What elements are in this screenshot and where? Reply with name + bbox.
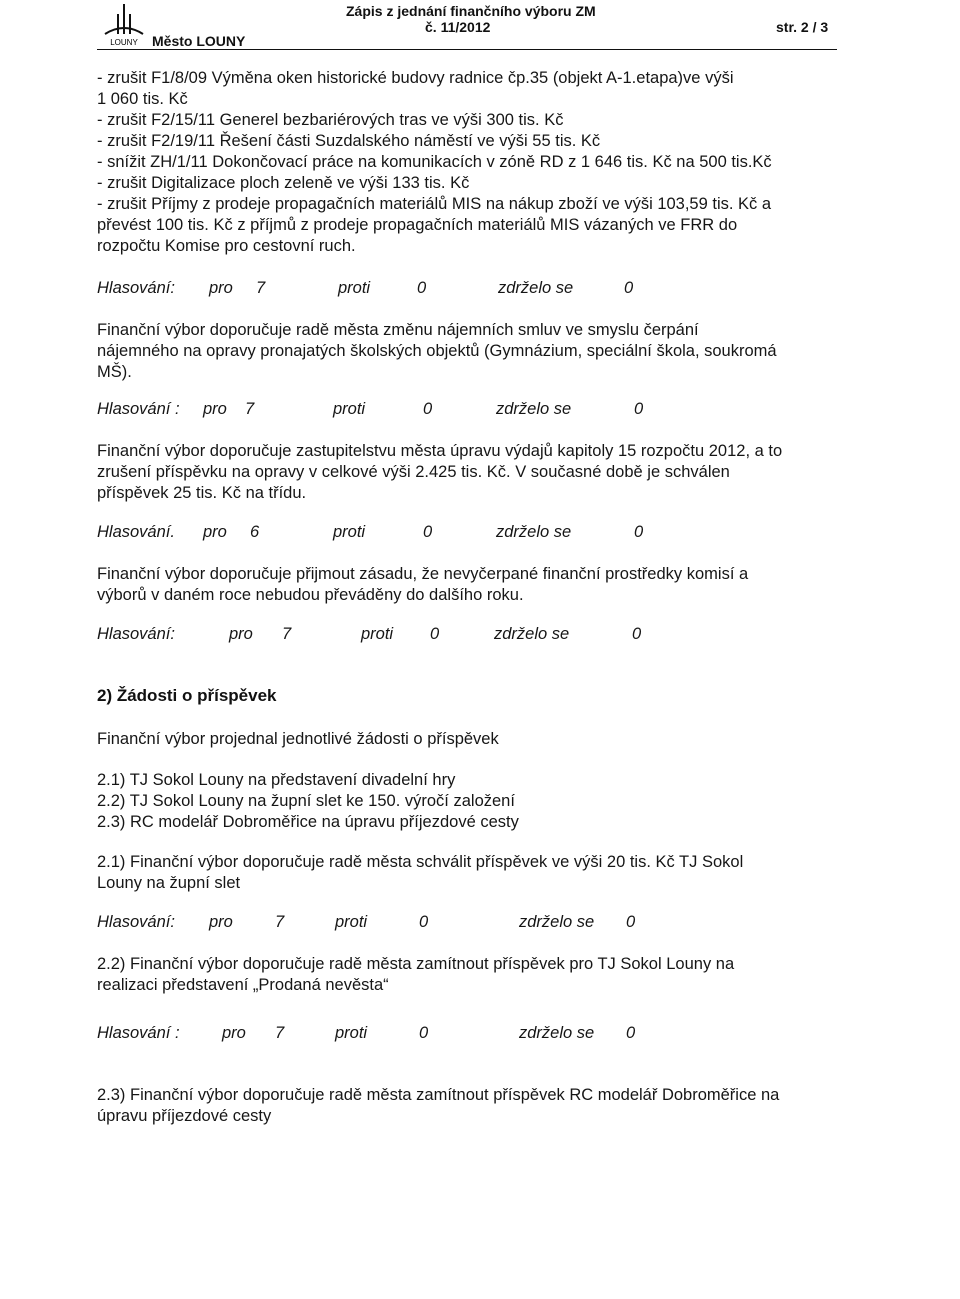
list-item: převést 100 tis. Kč z příjmů z prodeje propagačních materiálů MIS vázaných ve FRR do: [97, 216, 738, 234]
vote-label: Hlasování:: [97, 625, 175, 643]
vote-pro-label: pro: [209, 279, 233, 297]
vote-abstain-count: 0: [632, 625, 642, 643]
recommendation-2-2: [97, 954, 734, 996]
list-item: - zrušit F2/19/11 Řešení části Suzdalského náměstí ve výši 55 tis. Kč: [97, 132, 601, 150]
vote-proti-label: proti: [333, 400, 366, 418]
vote-abstain-count: 0: [634, 523, 644, 541]
vote-pro-count: 7: [282, 625, 292, 643]
vote-row: [0, 279, 960, 301]
logo-text: LOUNY: [110, 38, 138, 46]
vote-abstain-label: zdrželo se: [519, 1024, 595, 1042]
vote-pro-label: pro: [203, 523, 227, 541]
vote-pro-label: pro: [229, 625, 253, 643]
vote-proti-count: 0: [417, 279, 427, 297]
page-number: str. 2 / 3: [776, 19, 829, 35]
vote-proti-count: 0: [419, 1024, 429, 1042]
request-list: [97, 770, 519, 833]
paragraph-line: 2.2) Finanční výbor doporučuje radě města zamítnout příspěvek pro TJ Sokol Louny na: [97, 955, 735, 973]
paragraph-line: 2.3) Finanční výbor doporučuje radě města zamítnout příspěvek RC modelář Dobroměřice na: [97, 1086, 780, 1104]
vote-row: [0, 1024, 960, 1046]
vote-pro-count: 7: [275, 1024, 285, 1042]
vote-abstain-count: 0: [624, 279, 634, 297]
paragraph-line: nájemného na opravy pronajatých školských objektů (Gymnázium, speciální škola, soukromá: [97, 342, 777, 360]
vote-label: Hlasování :: [97, 400, 180, 418]
vote-label: Hlasování:: [97, 913, 175, 931]
vote-row: [0, 523, 960, 545]
vote-pro-count: 7: [245, 400, 255, 418]
list-item: - snížit ZH/1/11 Dokončovací práce na komunikacích v zóně RD z 1 646 tis. Kč na 500 tis.Kč: [97, 153, 772, 171]
vote-proti-count: 0: [423, 400, 433, 418]
paragraph-line: 2.1) Finanční výbor doporučuje radě města schválit příspěvek ve výši 20 tis. Kč TJ Sokol: [97, 853, 744, 871]
list-item: - zrušit Příjmy z prodeje propagačních materiálů MIS na nákup zboží ve výši 103,59 tis. Kč a: [97, 195, 772, 213]
vote-row: [0, 400, 960, 422]
paragraph-line: Finanční výbor doporučuje radě města změnu nájemních smluv ve smyslu čerpání: [97, 321, 699, 339]
header-divider: [97, 49, 837, 50]
budget-changes-list: [97, 68, 772, 257]
paragraph-line: zrušení příspěvku na opravy v celkové výši 2.425 tis. Kč. V současné době je schválen: [97, 463, 730, 481]
vote-label: Hlasování.: [97, 523, 175, 541]
vote-row: [0, 625, 960, 647]
list-item: 2.2) TJ Sokol Louny na župní slet ke 150. výročí založení: [97, 792, 515, 810]
vote-proti-label: proti: [335, 913, 368, 931]
vote-proti-label: proti: [338, 279, 371, 297]
paragraph-lease-contracts: [97, 320, 777, 383]
vote-pro-label: pro: [209, 913, 233, 931]
list-item: - zrušit Digitalizace ploch zeleně ve výši 133 tis. Kč: [97, 174, 470, 192]
vote-proti-count: 0: [423, 523, 433, 541]
vote-pro-count: 7: [275, 913, 285, 931]
vote-proti-label: proti: [333, 523, 366, 541]
list-item: 1 060 tis. Kč: [97, 90, 188, 108]
list-item: rozpočtu Komise pro cestovní ruch.: [97, 237, 356, 255]
vote-proti-count: 0: [430, 625, 440, 643]
vote-row: [0, 913, 960, 935]
recommendation-2-3: [97, 1085, 779, 1127]
paragraph-chapter-15: [97, 441, 782, 504]
paragraph-line: úpravu příjezdové cesty: [97, 1107, 272, 1125]
paragraph-line: MŠ).: [97, 363, 132, 381]
vote-abstain-label: zdrželo se: [494, 625, 570, 643]
paragraph-line: výborů v daném roce nebudou převáděny do dalšího roku.: [97, 586, 524, 604]
list-item: - zrušit F2/15/11 Generel bezbariérových tras ve výši 300 tis. Kč: [97, 111, 564, 129]
vote-pro-count: 6: [250, 523, 260, 541]
list-item: - zrušit F1/8/09 Výměna oken historické budovy radnice čp.35 (objekt A-1.etapa)ve výši: [97, 69, 734, 87]
list-item: 2.3) RC modelář Dobroměřice na úpravu příjezdové cesty: [97, 813, 519, 831]
vote-label: Hlasování :: [97, 1024, 180, 1042]
paragraph-line: Finanční výbor doporučuje zastupitelstvu města úpravu výdajů kapitoly 15 rozpočtu 2012, a to: [97, 442, 783, 460]
paragraph-unused-funds: [97, 564, 748, 606]
vote-abstain-count: 0: [626, 1024, 636, 1042]
vote-abstain-label: zdrželo se: [496, 523, 572, 541]
section-heading: 2) Žádosti o příspěvek: [97, 686, 277, 705]
vote-abstain-label: zdrželo se: [519, 913, 595, 931]
city-logo-icon: [101, 2, 147, 46]
vote-pro-label: pro: [222, 1024, 246, 1042]
vote-proti-label: proti: [335, 1024, 368, 1042]
paragraph-line: Louny na župní slet: [97, 874, 241, 892]
document-title: Zápis z jednání finančního výboru ZM: [346, 3, 596, 19]
vote-pro-label: pro: [203, 400, 227, 418]
vote-pro-count: 7: [256, 279, 266, 297]
vote-abstain-count: 0: [626, 913, 636, 931]
paragraph-line: realizaci představení „Prodaná nevěsta“: [97, 976, 389, 994]
recommendation-2-1: [97, 852, 743, 894]
vote-abstain-label: zdrželo se: [498, 279, 574, 297]
list-item: 2.1) TJ Sokol Louny na představení divadelní hry: [97, 771, 456, 789]
section-intro: Finanční výbor projednal jednotlivé žádosti o příspěvek: [97, 730, 499, 748]
paragraph-line: Finanční výbor doporučuje přijmout zásadu, že nevyčerpané finanční prostředky komisí a: [97, 565, 749, 583]
vote-proti-count: 0: [419, 913, 429, 931]
document-number: č. 11/2012: [425, 19, 491, 35]
paragraph-line: příspěvek 25 tis. Kč na třídu.: [97, 484, 307, 502]
vote-label: Hlasování:: [97, 279, 175, 297]
city-name: Město LOUNY: [152, 33, 246, 49]
vote-abstain-count: 0: [634, 400, 644, 418]
vote-proti-label: proti: [361, 625, 394, 643]
vote-abstain-label: zdrželo se: [496, 400, 572, 418]
